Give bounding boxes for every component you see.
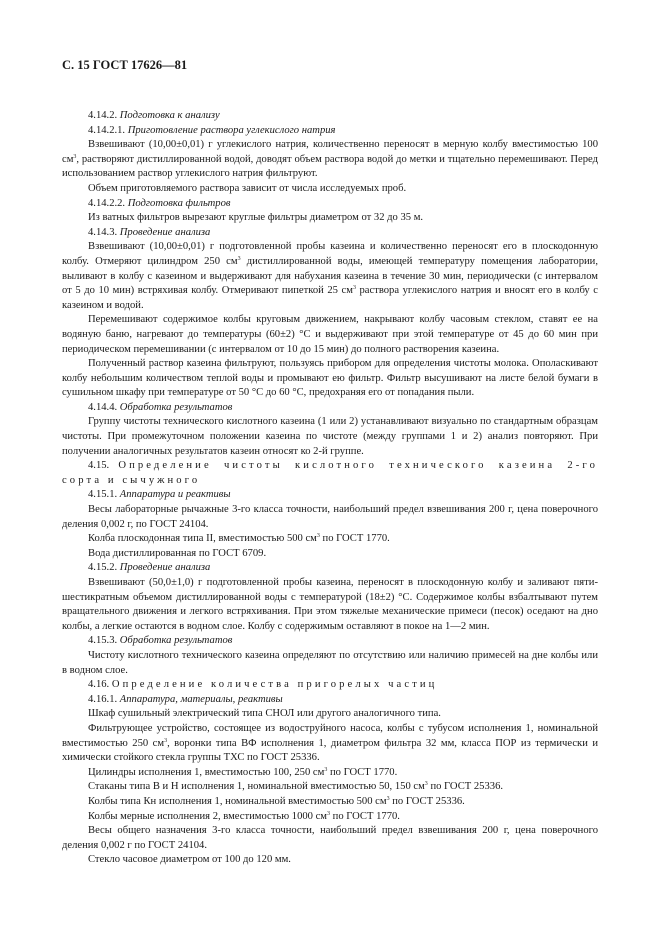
section-number: 4.16.1. [88, 693, 120, 705]
document-body [62, 109, 598, 868]
section-title: Определение чистоты кислотного технического казеина 2-го сорта и сычужного [62, 460, 598, 486]
paragraph: Весы лабораторные рычажные 3-го класса точности, наибольший предел взвешивания 200 г, цена поверочного деления 0,002 г, по ГОСТ 24104. [62, 504, 598, 530]
paragraph: Перемешивают содержимое колбы круговым движением, накрывают колбу часовым стеклом, ставят ее на водяную баню, нагревают до температуры (60±2) °С и выдерживают при этой температуре от 45 до 60 мин при периодическом перемешивании (с интервалом от 10 до 15 мин) до полного растворения казеина. [62, 314, 598, 355]
section-title: Аппаратура, материалы, реактивы [119, 693, 283, 705]
section-heading [62, 561, 598, 576]
section-heading [62, 124, 598, 139]
paragraph: Стекло часовое диаметром от 100 до 120 мм. [88, 854, 291, 866]
section-number: 4.14.2. [88, 110, 120, 121]
section-heading [62, 488, 598, 503]
paragraph: Взвешивают (10,00±0,01) г подготовленной пробы казеина и количественно переносят его в плоскодонную колбу. Отмеряют цилиндром 250 $см^3$ дистиллированной воды, имеющей температуру помещения лаборатории, выливают в колбу с казеином и выдерживают для набухания казеина в течение 30 мин, периодически (с интервалом от 5 до 10 мин) встряхивая колбу. Отмеривают пипеткой 25 $см^3$ раствора углекислого натрия и вносят его в колбу с казеином и водой. [62, 241, 598, 311]
section-heading [62, 109, 598, 124]
section-title: Подготовка фильтров [127, 197, 231, 209]
section-title: Определение количества пригорелых частиц [111, 679, 438, 691]
paragraph: Колбы типа Кн исполнения 1, номинальной вместимостью 500 $см^3$ по ГОСТ 25336. [88, 795, 465, 807]
paragraph: Шкаф сушильный электрический типа СНОЛ или другого аналогичного типа. [88, 708, 441, 720]
section-number: 4.14.3. [88, 226, 120, 238]
paragraph: Цилиндры исполнения 1, вместимостью 100, 250 $см^3$ по ГОСТ 1770. [88, 766, 398, 778]
section-number: 4.15.1. [88, 489, 120, 501]
paragraph: Чистоту кислотного технического казеина определяют по отсутствию или наличию примесей на дне колбы или в водном слое. [62, 649, 598, 676]
section-heading [62, 693, 598, 708]
paragraph: Весы общего назначения 3-го класса точности, наибольший предел взвешивания 200 г, цена поверочного деления 0,002 г по ГОСТ 24104. [62, 825, 598, 851]
section-title: Проведение анализа [119, 226, 211, 238]
paragraph: Колба плоскодонная типа II, вместимостью 500 $см^3$ по ГОСТ 1770. [88, 533, 390, 545]
section-heading [62, 197, 598, 212]
section-number: 4.14.2.1. [88, 124, 128, 136]
paragraph: Объем приготовляемого раствора зависит от числа исследуемых проб. [88, 182, 407, 194]
section-title: Обработка результатов [119, 635, 233, 647]
paragraph: Взвешивают (50,0±1,0) г подготовленной пробы казеина, переносят в плоскодонную колбу и заливают пяти-шестикратным объемом дистиллированной воды с температурой (18±2) °С. Содержимое колбы взбалтывают путем вращательного движения и легкого встряхивания. При этом тяжелые механические примеси (песок) оседают на дно колбы, а легкие остаются в водном слое. Колбу с содержимым оставляют в покое на 1—2 мин. [62, 577, 598, 632]
paragraph: Фильтрующее устройство, состоящее из водоструйного насоса, колбы с тубусом исполнения 1, номинальной вместимостью 250 $см^3$, воронки типа ВФ исполнения 1, диаметром фильтра 32 мм, класса ПОР из термически и химически стойкого стекла группы ТХС по ГОСТ 25336. [62, 722, 598, 764]
section-heading [62, 226, 598, 241]
paragraph: Группу чистоты технического кислотного казеина (1 или 2) устанавливают визуально по стандартным образцам чистоты. При промежуточном положении казеина по чистоте (между группами 1 и 2) анализ повторяют. При получении аналогичных результатов казеин относят ко 2-й группе. [62, 416, 598, 457]
section-title: Проведение анализа [119, 562, 211, 574]
section-number: 4.15.3. [88, 635, 120, 647]
spaced-heading [62, 678, 598, 693]
section-title: Обработка результатов [119, 401, 233, 413]
section-number: 4.16. [88, 679, 112, 691]
paragraph: Полученный раствор казеина фильтруют, пользуясь прибором для определения чистоты молока. Ополаскивают колбу небольшим количеством теплой воды и промывают ею фильтр. Фильтр высушивают на листе белой бумаги в сушильном шкафу при температуре от 50 °С до 60 °С, предохраняя его от попадания пыли. [62, 358, 598, 399]
section-title: Приготовление раствора углекислого натрия [127, 124, 336, 136]
section-title: Аппаратура и реактивы [119, 489, 231, 501]
paragraph: Колбы мерные исполнения 2, вместимостью 1000 $см^3$ по ГОСТ 1770. [88, 810, 400, 822]
paragraph: Вода дистиллированная по ГОСТ 6709. [88, 547, 267, 559]
paragraph: Взвешивают (10,00±0,01) г углекислого натрия, количественно переносят в мерную колбу вместимостью 100 $см^3$, растворяют дистиллированной водой, доводят объем раствора водой до метки и тщательно перемешивают. Перед использованием раствор углекислого натрия фильтруют. [62, 139, 598, 180]
paragraph: Из ватных фильтров вырезают круглые фильтры диаметром от 32 до 35 м. [88, 212, 424, 224]
section-number: 4.14.2.2. [88, 197, 128, 209]
spaced-heading [62, 459, 598, 488]
paragraph: Стаканы типа В и Н исполнения 1, номинальной вместимостью 50, 150 $см^3$ по ГОСТ 25336. [88, 781, 504, 793]
page-header: С. 15 ГОСТ 17626—81 [62, 58, 188, 72]
section-heading [62, 634, 598, 649]
section-number: 4.14.4. [88, 401, 120, 413]
section-heading [62, 401, 598, 416]
section-title: Подготовка к анализу [119, 110, 220, 121]
section-number: 4.15. [88, 460, 119, 472]
section-number: 4.15.2. [88, 562, 120, 574]
